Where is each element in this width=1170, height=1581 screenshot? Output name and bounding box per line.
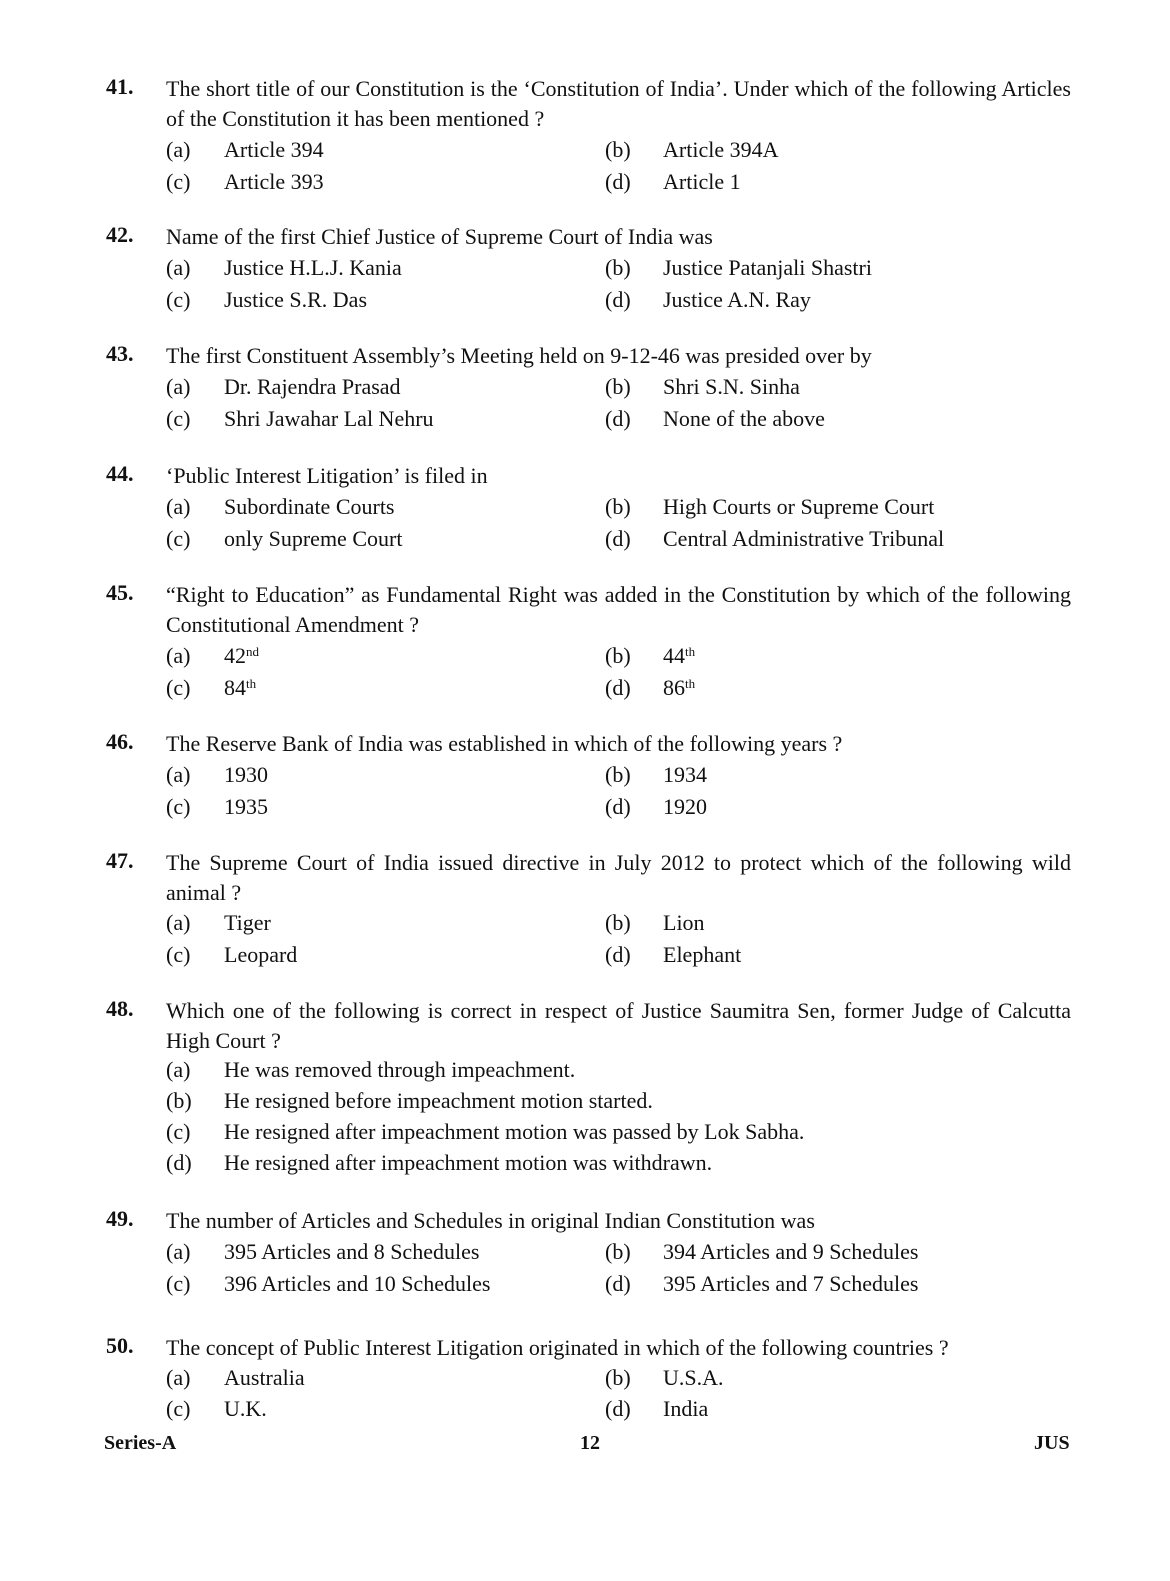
option-label: (b) [605, 494, 631, 519]
option-b [605, 760, 707, 790]
option-b [605, 372, 800, 402]
option-label: (a) [166, 1239, 191, 1264]
option-label: (a) [166, 255, 191, 280]
option-label: (d) [605, 169, 631, 194]
option-c [166, 285, 367, 315]
question-number: 44. [106, 461, 134, 486]
question-text: The Reserve Bank of India was established in which of the following years ? [166, 731, 843, 756]
question-text: “Right to Education” as Fundamental Right was added in the Constitution by which of the following Constitutional Amendment ? [166, 582, 1071, 637]
option-label: (d) [605, 675, 631, 700]
option-text: India [663, 1396, 709, 1421]
option-text: 395 Articles and 8 Schedules [224, 1239, 480, 1264]
option-text: 84 [224, 675, 246, 700]
option-b [605, 1363, 724, 1393]
option-label: (b) [605, 643, 631, 668]
option-text: 395 Articles and 7 Schedules [663, 1271, 919, 1296]
option-label: (b) [605, 137, 631, 162]
option-text: Lion [663, 910, 705, 935]
option-label: (d) [605, 287, 631, 312]
option-label: (a) [166, 374, 191, 399]
option-text: He resigned before impeachment motion started. [224, 1088, 653, 1113]
option-d [605, 792, 707, 822]
option-b [605, 253, 872, 283]
option-b [605, 1237, 918, 1267]
question-number: 50. [106, 1333, 134, 1358]
question-text: ‘Public Interest Litigation’ is filed in [166, 463, 488, 488]
question-number: 41. [106, 74, 134, 99]
option-label: (c) [166, 1271, 191, 1296]
option-label: (c) [166, 1119, 191, 1144]
series-label: Series-A [104, 1432, 177, 1454]
option-text: Elephant [663, 942, 742, 967]
option-text: Shri S.N. Sinha [663, 374, 800, 399]
option-d [605, 404, 825, 434]
option-label: (b) [605, 1239, 631, 1264]
option-text: 44 [663, 643, 685, 668]
option-text: Tiger [224, 910, 271, 935]
option-label: (d) [166, 1150, 192, 1175]
option-label: (a) [166, 643, 191, 668]
question-text: The number of Articles and Schedules in original Indian Constitution was [166, 1208, 815, 1233]
option-text: 86 [663, 675, 685, 700]
option-label: (a) [166, 1057, 191, 1082]
question-number: 49. [106, 1206, 134, 1231]
option-text: Justice H.L.J. Kania [224, 255, 402, 280]
option-text: 1930 [224, 762, 268, 787]
option-c [166, 1394, 267, 1424]
option-d [605, 167, 741, 197]
question-text: Name of the first Chief Justice of Supreme Court of India was [166, 224, 713, 249]
ordinal-suffix: th [685, 644, 696, 659]
option-label: (a) [166, 762, 191, 787]
question-number: 48. [106, 996, 134, 1021]
option-d [166, 1148, 712, 1178]
question-text: The Supreme Court of India issued directive in July 2012 to protect which of the following wild animal ? [166, 850, 1071, 905]
option-b [605, 641, 695, 671]
option-text: Central Administrative Tribunal [663, 526, 945, 551]
option-label: (d) [605, 794, 631, 819]
option-text: High Courts or Supreme Court [663, 494, 935, 519]
ordinal-suffix: th [246, 676, 257, 691]
option-d [605, 940, 741, 970]
option-b [166, 1086, 653, 1116]
option-a [166, 641, 259, 671]
option-d [605, 524, 944, 554]
option-text: 42 [224, 643, 246, 668]
option-c [166, 940, 297, 970]
option-text: U.S.A. [663, 1365, 724, 1390]
option-label: (b) [605, 1365, 631, 1390]
option-label: (d) [605, 406, 631, 431]
option-c [166, 167, 324, 197]
option-label: (b) [605, 762, 631, 787]
option-b [605, 492, 934, 522]
option-label: (b) [166, 1088, 192, 1113]
option-label: (a) [166, 137, 191, 162]
option-label: (a) [166, 910, 191, 935]
option-label: (c) [166, 1396, 191, 1421]
option-a [166, 135, 324, 165]
question-number: 43. [106, 341, 134, 366]
option-a [166, 1237, 479, 1267]
option-label: (d) [605, 1396, 631, 1421]
option-text: Justice Patanjali Shastri [663, 255, 872, 280]
option-text: only Supreme Court [224, 526, 403, 551]
option-label: (d) [605, 1271, 631, 1296]
option-label: (c) [166, 287, 191, 312]
option-c [166, 1117, 804, 1147]
option-c [166, 1269, 490, 1299]
option-text: 1934 [663, 762, 707, 787]
option-a [166, 372, 401, 402]
question-text: The short title of our Constitution is the ‘Constitution of India’. Under which of the following Articles of the Constitution it has been mentioned ? [166, 76, 1071, 131]
option-label: (b) [605, 374, 631, 399]
question-text: Which one of the following is correct in respect of Justice Saumitra Sen, former Judge of Calcutta High Court ? [166, 998, 1071, 1053]
option-text: Subordinate Courts [224, 494, 395, 519]
option-text: None of the above [663, 406, 825, 431]
option-a [166, 908, 271, 938]
option-text: Justice S.R. Das [224, 287, 367, 312]
option-a [166, 760, 268, 790]
option-label: (b) [605, 910, 631, 935]
page-number: 12 [580, 1432, 600, 1454]
option-text: Shri Jawahar Lal Nehru [224, 406, 434, 431]
option-b [605, 135, 778, 165]
ordinal-suffix: th [685, 676, 696, 691]
option-text: Leopard [224, 942, 298, 967]
question-text: The concept of Public Interest Litigation originated in which of the following countries ? [166, 1335, 949, 1360]
option-text: He resigned after impeachment motion was passed by Lok Sabha. [224, 1119, 805, 1144]
option-text: Justice A.N. Ray [663, 287, 811, 312]
ordinal-suffix: nd [246, 644, 259, 659]
option-text: 394 Articles and 9 Schedules [663, 1239, 919, 1264]
option-label: (c) [166, 169, 191, 194]
option-text: 396 Articles and 10 Schedules [224, 1271, 491, 1296]
option-text: He resigned after impeachment motion was withdrawn. [224, 1150, 713, 1175]
option-text: Article 394A [663, 137, 779, 162]
option-a [166, 253, 402, 283]
option-text: Article 394 [224, 137, 324, 162]
option-c [166, 524, 402, 554]
option-label: (d) [605, 526, 631, 551]
question-number: 45. [106, 580, 134, 605]
option-text: U.K. [224, 1396, 267, 1421]
option-label: (a) [166, 494, 191, 519]
option-d [605, 1394, 708, 1424]
option-text: Dr. Rajendra Prasad [224, 374, 401, 399]
question-number: 46. [106, 729, 134, 754]
option-c [166, 404, 434, 434]
option-label: (b) [605, 255, 631, 280]
option-label: (d) [605, 942, 631, 967]
option-label: (c) [166, 794, 191, 819]
option-label: (c) [166, 675, 191, 700]
option-b [605, 908, 705, 938]
option-text: 1935 [224, 794, 268, 819]
option-text: 1920 [663, 794, 707, 819]
option-text: Australia [224, 1365, 305, 1390]
option-text: Article 1 [663, 169, 741, 194]
option-d [605, 673, 695, 703]
option-label: (c) [166, 526, 191, 551]
question-number: 47. [106, 848, 134, 873]
option-a [166, 1363, 305, 1393]
option-d [605, 1269, 918, 1299]
option-label: (a) [166, 1365, 191, 1390]
option-c [166, 673, 256, 703]
option-a [166, 492, 395, 522]
question-text: The first Constituent Assembly’s Meeting held on 9-12-46 was presided over by [166, 343, 872, 368]
option-d [605, 285, 811, 315]
option-text: Article 393 [224, 169, 324, 194]
option-text: He was removed through impeachment. [224, 1057, 576, 1082]
option-label: (c) [166, 406, 191, 431]
question-number: 42. [106, 222, 134, 247]
paper-code: JUS [1034, 1432, 1070, 1454]
option-c [166, 792, 268, 822]
option-a [166, 1055, 575, 1085]
option-label: (c) [166, 942, 191, 967]
